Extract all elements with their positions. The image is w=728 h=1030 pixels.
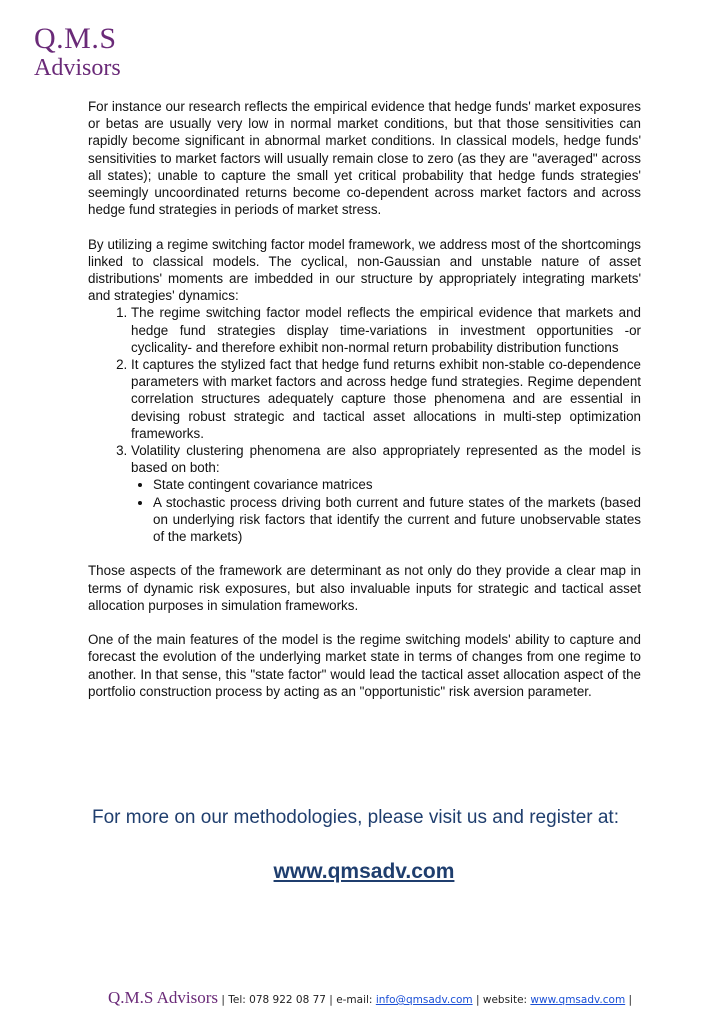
- paragraph-research: For instance our research reflects the empirical evidence that hedge funds' market exposures or betas are usually very low in normal market conditions, but that those sensitivities can rapidly become significant in abnormal market conditions. In classical models, hedge funds' sensitivities to market factors will usually remain close to zero (as they are "averaged" across all states); unable to capture the small yet critical probability that hedge funds strategies' seemingly uncoordinated returns become co-dependent across market factors and across hedge fund strategies in periods of market stress.: [88, 99, 641, 218]
- bullet-item-1: • State contingent covariance matrices: [153, 476, 641, 493]
- page-footer: [108, 988, 632, 1008]
- company-logo: [34, 24, 121, 80]
- list-item-2: 2. It captures the stylized fact that hedge fund returns exhibit non-stable co-dependence parameters with market factors and across hedge fund strategies. Regime dependent correlation structures adequately capture those phenomena and are essential in devising robust strategic and tactical asset allocations in multi-step optimization frameworks.: [131, 356, 641, 442]
- numbered-list: [88, 304, 641, 545]
- bullet-list: [131, 476, 641, 545]
- footer-brand: Q.M.S Advisors: [108, 988, 219, 1007]
- document-body: [88, 98, 641, 700]
- paragraph-aspects: Those aspects of the framework are determinant as not only do they provide a clear map in terms of dynamic risk exposures, but also invaluable inputs for strategic and tactical asset allocation purposes in simulation frameworks.: [88, 563, 641, 613]
- footer-tel: | Tel: 078 922 08 77 | e-mail:: [218, 994, 376, 1006]
- logo-line-qms: Q.M.S: [34, 22, 117, 55]
- footer-website-label: | website:: [472, 994, 531, 1006]
- list-item-3: [131, 442, 641, 545]
- footer-end: |: [625, 994, 633, 1006]
- logo-line-advisors: Advisors: [34, 55, 121, 81]
- bullet-item-2: • A stochastic process driving both current and future states of the markets (based on underlying risk factors that identify the current and future unobservable states of the markets): [153, 494, 641, 546]
- paragraph-features: One of the main features of the model is the regime switching models' ability to capture and forecast the evolution of the underlying market state in terms of changes from one regime to another. In that sense, this "state factor" would lead the tactical asset allocation aspect of the portfolio construction process by acting as an "opportunistic" risk aversion parameter.: [88, 632, 641, 699]
- website-link[interactable]: www.qmsadv.com: [273, 860, 455, 883]
- paragraph-regime-framework: By utilizing a regime switching factor model framework, we address most of the shortcomings linked to classical models. The cyclical, non-Gaussian and unstable nature of asset distributions' moments are imbedded in our structure by appropriately integrating markets' and strategies' dynamics:: [88, 236, 641, 304]
- footer-website-link[interactable]: www.qmsadv.com: [530, 994, 626, 1006]
- list-item-3-text: Volatility clustering phenomena are also appropriately represented as the model is based on both:: [131, 443, 641, 476]
- list-item-1: 1. The regime switching factor model reflects the empirical evidence that markets and hedge fund strategies display time-variations in investment opportunities -or cyclicality- and therefore exhibit non-normal return probability distribution functions: [131, 304, 641, 356]
- footer-email-link[interactable]: info@qmsadv.com: [375, 994, 473, 1006]
- call-to-action-text: For more on our methodologies, please visit us and register at:: [92, 807, 619, 828]
